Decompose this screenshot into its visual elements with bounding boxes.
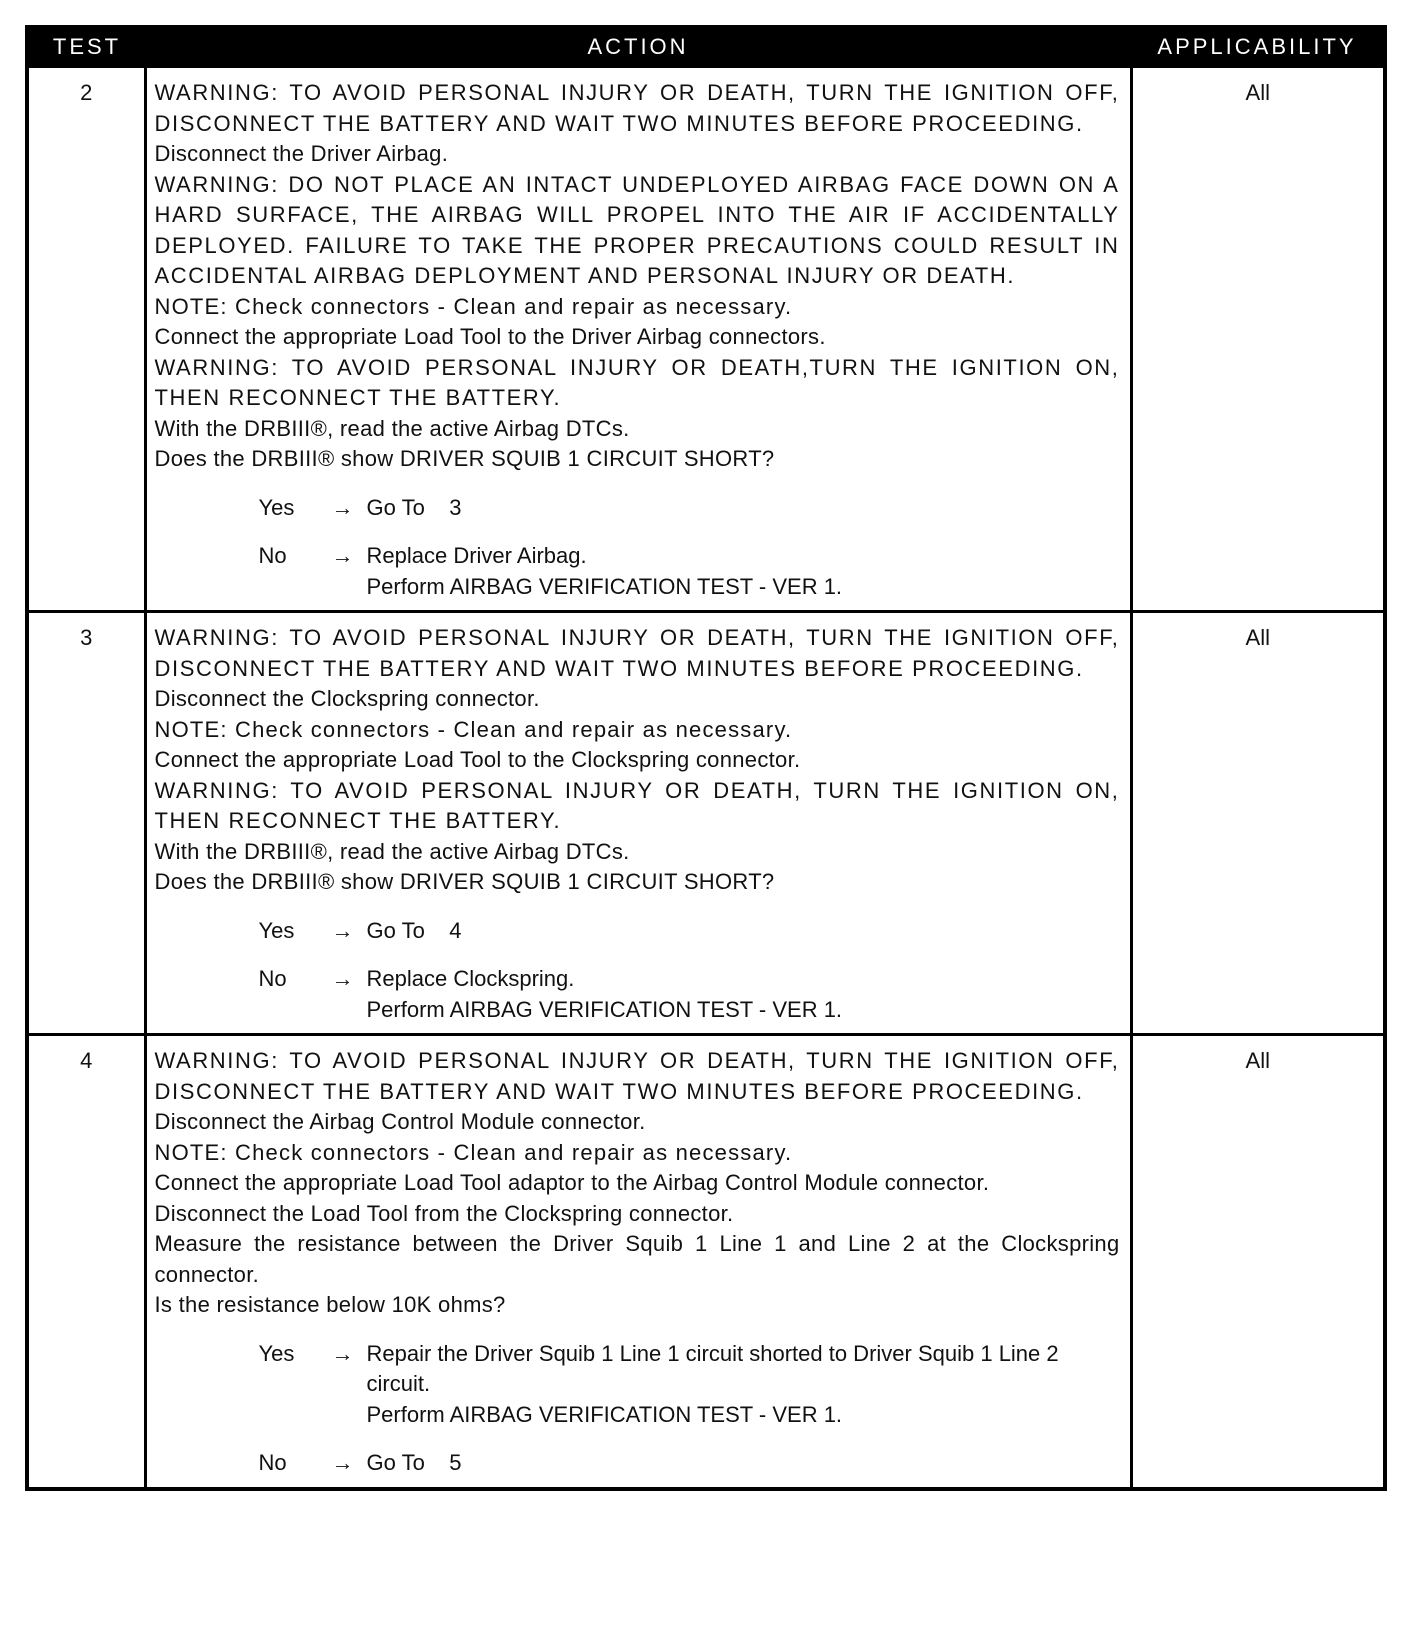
action-cell xyxy=(145,67,1131,612)
answer-list xyxy=(155,1339,1120,1479)
right-arrow-icon: → xyxy=(331,494,354,520)
test-number: 4 xyxy=(27,1035,145,1489)
action-cell xyxy=(145,1035,1131,1489)
table-header-row xyxy=(27,27,1385,67)
instruction-text: Connect the appropriate Load Tool to the Clockspring connector. xyxy=(154,747,801,772)
note-text: NOTE: Check connectors - Clean and repair as necessary. xyxy=(154,716,793,742)
answer-label: No xyxy=(258,966,287,991)
answer-label: Yes xyxy=(258,1340,295,1366)
instruction-text: Measure the resistance between the Driver Squib 1 Line 1 and Line 2 at the Clockspring connector. xyxy=(154,1231,1120,1287)
diagnostic-procedure-page xyxy=(25,25,1383,1491)
no-answer xyxy=(155,964,1120,1025)
answer-label: No xyxy=(258,1450,287,1475)
table-row xyxy=(27,67,1385,612)
right-arrow-icon: → xyxy=(331,543,354,568)
answer-result-line: Go To 3 xyxy=(366,494,462,520)
yes-answer xyxy=(155,493,1120,524)
answer-result xyxy=(367,916,1120,947)
answer-result-line: Go To 4 xyxy=(366,917,462,943)
answer-result-line: Perform AIRBAG VERIFICATION TEST - VER 1. xyxy=(366,573,843,599)
applicability-value: All xyxy=(1131,612,1385,1035)
table-row xyxy=(27,1035,1385,1489)
note-text: NOTE: Check connectors - Clean and repair as necessary. xyxy=(154,293,793,319)
test-number: 3 xyxy=(27,612,145,1035)
note-text: NOTE: Check connectors - Clean and repair as necessary. xyxy=(154,1139,793,1165)
answer-result-line: Go To 5 xyxy=(366,1450,462,1475)
warning-text: WARNING: TO AVOID PERSONAL INJURY OR DEATH, TURN THE IGNITION ON, THEN RECONNECT THE BATTERY. xyxy=(154,777,1120,833)
answer-result xyxy=(367,1339,1120,1431)
answer-result-line: Perform AIRBAG VERIFICATION TEST - VER 1. xyxy=(366,996,843,1022)
no-answer xyxy=(155,1448,1120,1479)
instruction-text: Disconnect the Clockspring connector. xyxy=(154,686,540,711)
table-row xyxy=(27,612,1385,1035)
yes-answer xyxy=(155,916,1120,947)
table-body xyxy=(27,67,1385,1489)
answer-label: Yes xyxy=(258,917,295,943)
instruction-text: Connect the appropriate Load Tool adaptor to the Airbag Control Module connector. xyxy=(154,1170,990,1195)
action-cell xyxy=(145,612,1131,1035)
header-applicability: APPLICABILITY xyxy=(1131,27,1385,67)
answer-list xyxy=(155,916,1120,1026)
answer-result-line: Perform AIRBAG VERIFICATION TEST - VER 1. xyxy=(366,1401,843,1427)
instruction-text: Disconnect the Airbag Control Module connector. xyxy=(154,1109,646,1134)
no-answer xyxy=(155,541,1120,602)
instruction-text: Disconnect the Driver Airbag. xyxy=(154,141,449,166)
answer-result-line: Repair the Driver Squib 1 Line 1 circuit shorted to Driver Squib 1 Line 2 circuit. xyxy=(366,1340,1059,1396)
yes-answer xyxy=(155,1339,1120,1431)
answer-result xyxy=(367,964,1120,1025)
answer-result xyxy=(367,541,1120,602)
test-action-table xyxy=(25,25,1387,1491)
answer-label: Yes xyxy=(258,494,295,520)
answer-result-line: Replace Clockspring. xyxy=(366,966,575,991)
answer-list xyxy=(155,493,1120,603)
warning-text: WARNING: TO AVOID PERSONAL INJURY OR DEATH, TURN THE IGNITION OFF, DISCONNECT THE BATTERY AND WAIT TWO MINUTES BEFORE PROCEEDING. xyxy=(154,80,1120,136)
right-arrow-icon: → xyxy=(331,1340,354,1366)
warning-text: WARNING: TO AVOID PERSONAL INJURY OR DEATH, TURN THE IGNITION OFF, DISCONNECT THE BATTERY AND WAIT TWO MINUTES BEFORE PROCEEDING. xyxy=(154,625,1120,681)
test-number: 2 xyxy=(27,67,145,612)
warning-text: WARNING: DO NOT PLACE AN INTACT UNDEPLOYED AIRBAG FACE DOWN ON A HARD SURFACE, THE AIRBAG WILL PROPEL INTO THE AIR IF ACCIDENTALLY DEPLOYED. FAILURE TO TAKE THE PROPER PRECAUTIONS COULD RESULT IN ACCIDENTAL AIRBAG DEPLOYMENT AND PERSONAL INJURY OR DEATH. xyxy=(154,171,1120,288)
applicability-value: All xyxy=(1131,1035,1385,1489)
answer-result xyxy=(367,1448,1120,1479)
instruction-text: Disconnect the Load Tool from the Clockspring connector. xyxy=(154,1200,734,1226)
instruction-text: Does the DRBIII® show DRIVER SQUIB 1 CIRCUIT SHORT? xyxy=(154,446,775,471)
applicability-value: All xyxy=(1131,67,1385,612)
warning-text: WARNING: TO AVOID PERSONAL INJURY OR DEATH,TURN THE IGNITION ON, THEN RECONNECT THE BATTERY. xyxy=(154,354,1120,410)
answer-label: No xyxy=(258,543,287,568)
answer-result-line: Replace Driver Airbag. xyxy=(366,543,587,568)
header-action: ACTION xyxy=(145,27,1131,67)
header-test: TEST xyxy=(27,27,145,67)
instruction-text: Does the DRBIII® show DRIVER SQUIB 1 CIRCUIT SHORT? xyxy=(154,869,775,894)
answer-result xyxy=(367,493,1120,524)
instruction-text: Connect the appropriate Load Tool to the Driver Airbag connectors. xyxy=(154,324,826,349)
right-arrow-icon: → xyxy=(331,966,354,991)
instruction-text: With the DRBIII®, read the active Airbag DTCs. xyxy=(154,415,630,441)
instruction-text: Is the resistance below 10K ohms? xyxy=(154,1292,506,1317)
warning-text: WARNING: TO AVOID PERSONAL INJURY OR DEATH, TURN THE IGNITION OFF, DISCONNECT THE BATTERY AND WAIT TWO MINUTES BEFORE PROCEEDING. xyxy=(154,1048,1120,1104)
right-arrow-icon: → xyxy=(331,917,354,943)
instruction-text: With the DRBIII®, read the active Airbag DTCs. xyxy=(154,838,630,864)
right-arrow-icon: → xyxy=(331,1450,354,1475)
